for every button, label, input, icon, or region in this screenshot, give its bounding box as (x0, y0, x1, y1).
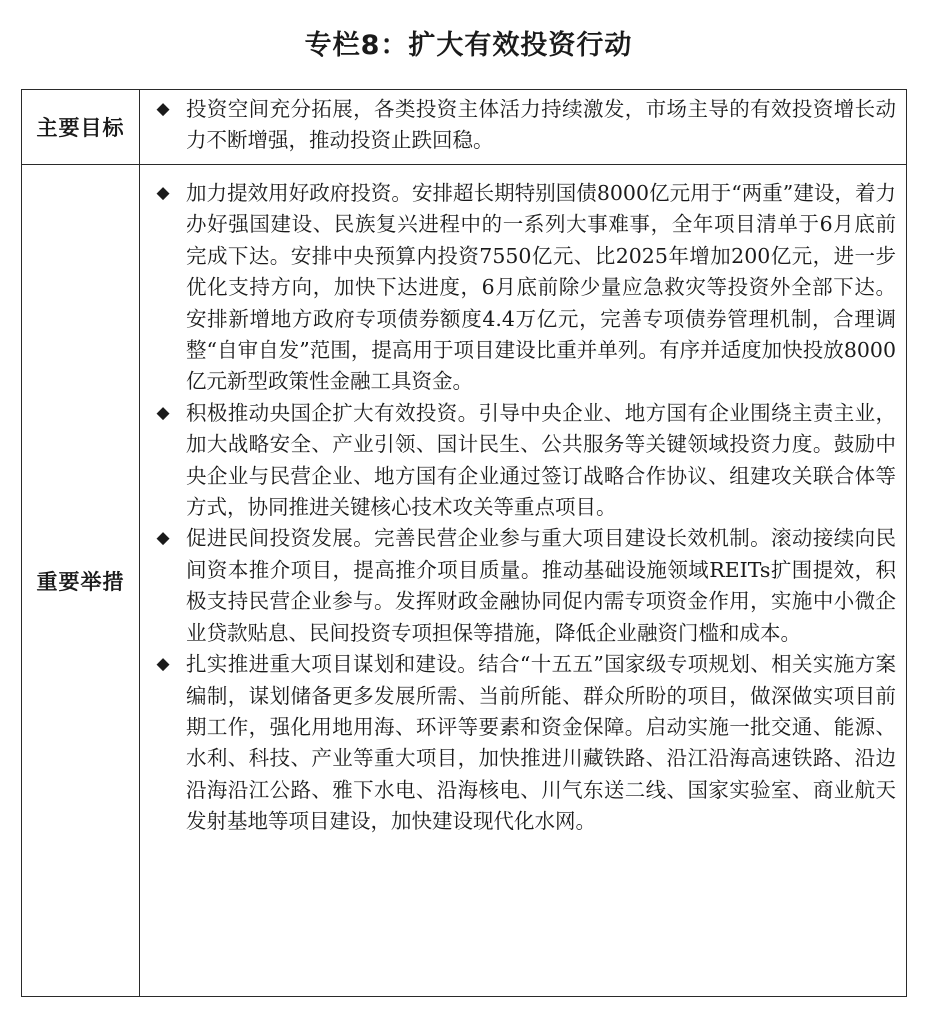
list-item (140, 178, 906, 398)
diamond-bullet-icon: ◆ (156, 528, 170, 549)
item-text: 扎实推进重大项目谋划和建设。结合“十五五”国家级专项规划、相关实施方案编制，谋划储备更多发展所需、当前所能、群众所盼的项目，做深做实项目前期工作，强化用地用海、环评等要素和资金保障。启动实施一批交通、能源、水利、科技、产业等重大项目，加快推进川藏铁路、沿江沿海高速铁路、沿边沿海沿江公路、雅下水电、沿海核电、川气东送二线、国家实验室、商业航天发射基地等项目建设，加快建设现代化水网。 (186, 652, 896, 834)
row-label-key-measures: 重要举措 (22, 165, 140, 997)
list-item (140, 398, 906, 524)
row-content-key-measures (140, 165, 907, 997)
item-text: 积极推动央国企扩大有效投资。引导中央企业、地方国有企业围绕主责主业，加大战略安全、产业引领、国计民生、公共服务等关键领域投资力度。鼓励中央企业与民营企业、地方国有企业通过签订战略合作协议、组建攻关联合体等方式，协同推进关键核心技术攻关等重点项目。 (186, 400, 896, 520)
row-label-main-goals: 主要目标 (22, 90, 140, 165)
item-text: 加力提效用好政府投资。安排超长期特别国债8000亿元用于“两重”建设，着力办好强国建设、民族复兴进程中的一系列大事难事，全年项目清单于6月底前完成下达。安排中央预算内投资7550亿元、比2025年增加200亿元，进一步优化支持方向，加快下达进度，6月底前除少量应急救灾等投资外全部下达。安排新增地方政府专项债券额度4.4万亿元，完善专项债券管理机制，合理调整“自审自发”范围，提高用于项目建设比重并单列。有序并适度加快投放8000亿元新型政策性金融工具资金。 (186, 181, 896, 394)
action-table (21, 89, 907, 997)
item-text: 促进民间投资发展。完善民营企业参与重大项目建设长效机制。滚动接续向民间资本推介项目，提高推介项目质量。推动基础设施领域REITs扩围提效，积极支持民营企业参与。发挥财政金融协同促内需专项资金作用，实施中小微企业贷款贴息、民间投资专项担保等措施，降低企业融资门槛和成本。 (186, 526, 896, 645)
diamond-bullet-icon: ◆ (156, 654, 170, 675)
diamond-bullet-icon: ◆ (156, 402, 170, 423)
column-title: 专栏8：扩大有效投资行动 (304, 30, 633, 61)
item-text: 投资空间充分拓展，各类投资主体活力持续激发，市场主导的有效投资增长动力不断增强，推动投资止跌回稳。 (186, 97, 896, 153)
row-key-measures (22, 165, 907, 997)
list-item (140, 523, 906, 649)
row-content-main-goals (140, 90, 907, 165)
list-item (140, 94, 906, 157)
row-main-goals (22, 90, 907, 165)
diamond-bullet-icon: ◆ (156, 183, 170, 203)
list-item (140, 649, 906, 837)
diamond-bullet-icon: ◆ (156, 99, 170, 119)
